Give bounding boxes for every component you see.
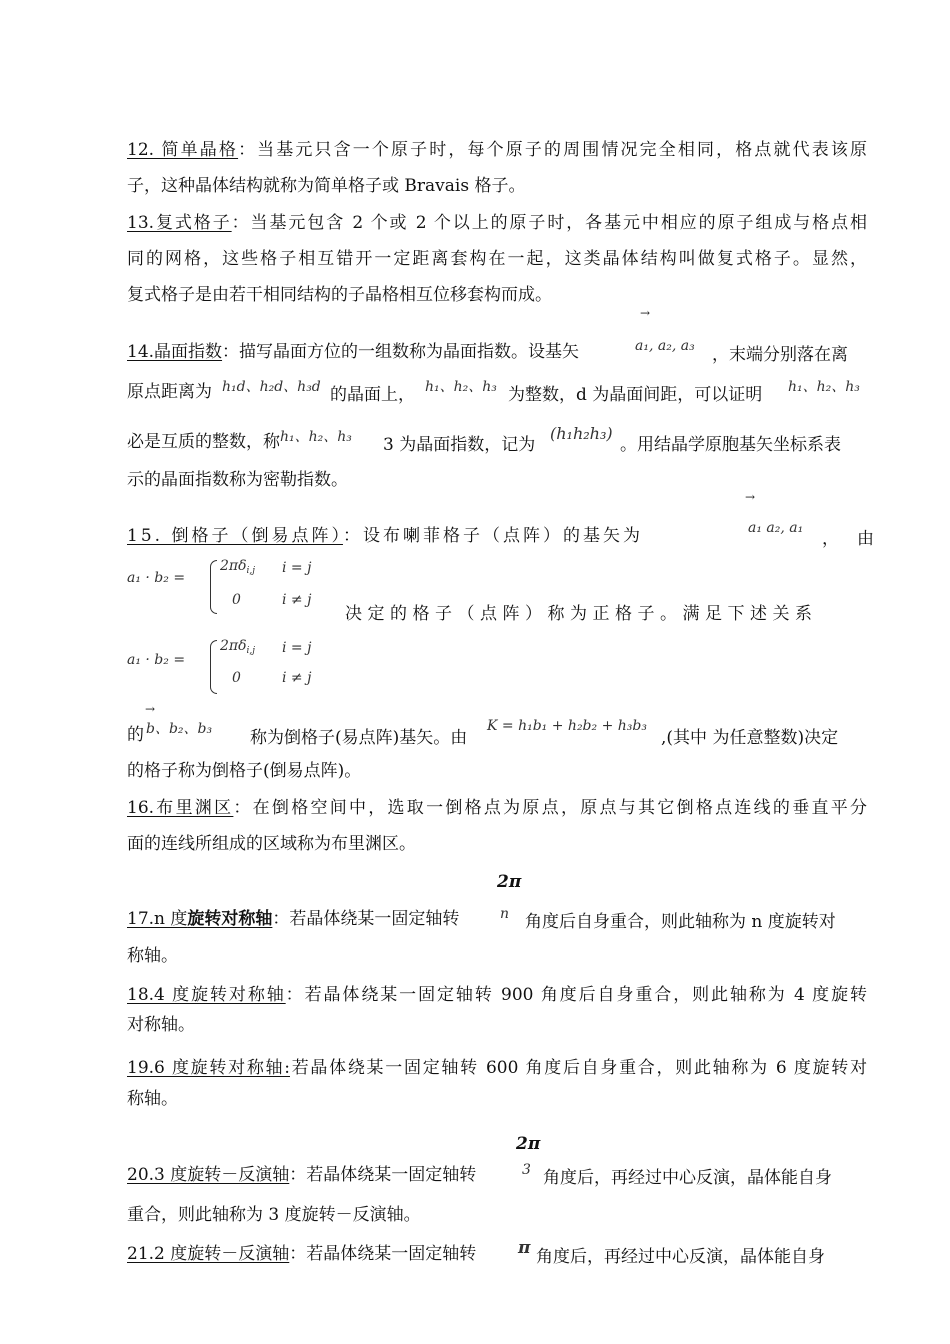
math-k-equation: K = h₁b₁ + h₂b₂ + h₃b₃	[487, 718, 647, 734]
term-crystal-plane-index: 14.晶面指数	[127, 342, 223, 362]
item-21-line1b: 角度后，再经过中心反演，晶体能自身	[536, 1247, 825, 1267]
math-h-list: h₁、h₂、h₃	[425, 379, 497, 395]
item-18-line2: 对称轴。	[127, 1015, 195, 1035]
math-case2-condition: i ≠ j	[282, 592, 312, 608]
math-b-list: b、b₂、b₃	[146, 721, 213, 737]
item-21-line1: 21.2 度旋转－反演轴：若晶体绕某一固定轴转	[127, 1244, 477, 1264]
item-14-line4: 示的晶面指数称为密勒指数。	[127, 470, 348, 490]
vector-arrow-icon-3: →	[145, 702, 156, 716]
item-19-line2: 称轴。	[127, 1089, 178, 1109]
item-14-line2b: 的晶面上，	[330, 385, 415, 405]
term-2-fold-rotoinversion: 21.2 度旋转－反演轴	[127, 1244, 290, 1264]
math-dot-product-1: a₁ · b₂ =	[127, 570, 186, 586]
item-20-line2: 重合，则此轴称为 3 度旋转－反演轴。	[127, 1205, 421, 1225]
item-15-line1: 15. 倒格子（倒易点阵）：设布喇菲格子（点阵）的基矢为	[127, 526, 643, 546]
item-16-line2: 面的连线所组成的区域称为布里渊区。	[127, 834, 416, 854]
item-20-line1b: 角度后，再经过中心反演，晶体能自身	[543, 1168, 832, 1188]
item-13-line1: 13.复式格子：当基元包含 2 个或 2 个以上的原子时，各基元中相应的原子组成与格点相	[127, 213, 867, 233]
item-16-line1: 16.布里渊区：在倒格空间中，选取一倒格点为原点，原点与其它倒格点连线的垂直平分	[127, 798, 867, 818]
item-12-line2: 子，这种晶体结构就称为简单格子或 Bravais 格子。	[127, 176, 526, 196]
item-14-line3b: 3 为晶面指数，记为	[383, 435, 536, 455]
math-case2-value-2: 0	[232, 670, 241, 686]
math-two-pi-2: 2π	[516, 1134, 541, 1154]
item-14-line2: 原点距离为	[127, 382, 212, 402]
math-case1-value-2: $2\pi\delta_{i,j}$	[220, 638, 256, 656]
item-15-line1b: ，由	[822, 529, 892, 549]
math-case1-condition-2: i = j	[282, 640, 312, 656]
term-6-fold-axis: 19.6 度旋转对称轴:	[127, 1058, 290, 1078]
math-n: n	[500, 906, 510, 922]
math-case1-condition: i = j	[282, 560, 312, 576]
term-n-fold-axis: 17.n 度旋转对称轴	[127, 909, 273, 929]
math-two-pi: 2π	[497, 872, 522, 892]
term-simple-lattice: 12. 简单晶格	[127, 140, 239, 160]
item-18-line1: 18.4 度旋转对称轴：若晶体绕某一固定轴转 900 角度后自身重合，则此轴称为 4 度旋转	[127, 985, 867, 1005]
term-brillouin-zone: 16.布里渊区	[127, 798, 234, 818]
item-14-line3c: 。用结晶学原胞基矢坐标系表	[620, 435, 841, 455]
item-13-line3: 复式格子是由若干相同结构的子晶格相互位移套构而成。	[127, 285, 552, 305]
item-15-line3b: 称为倒格子(易点阵)基矢。由	[250, 728, 468, 748]
item-12-line1: 12. 简单晶格：当基元只含一个原子时，每个原子的周围情况完全相同，格点就代表该原	[127, 140, 867, 160]
math-brace-1	[210, 560, 217, 614]
item-19-line1: 19.6 度旋转对称轴:若晶体绕某一固定轴转 600 角度后自身重合，则此轴称为 6 度旋转对	[127, 1058, 867, 1078]
item-15-line4: 的格子称为倒格子(倒易点阵)。	[127, 761, 362, 781]
vector-arrow-icon: →	[640, 306, 651, 320]
item-14-line3: 必是互质的整数，称	[127, 432, 280, 452]
math-case2-value: 0	[232, 592, 241, 608]
term-3-fold-rotoinversion: 20.3 度旋转－反演轴	[127, 1165, 290, 1185]
item-15-line2: 决定的格子（点阵）称为正格子。满足下述关系	[345, 604, 818, 624]
vector-arrow-icon-2: →	[745, 490, 756, 504]
item-14-line1: 14.晶面指数：描写晶面方位的一组数称为晶面指数。设基矢	[127, 342, 580, 362]
item-15-line3: 的	[127, 725, 144, 745]
math-case1-value: $2\pi\delta_{i,j}$	[220, 558, 256, 576]
math-basis-a: a₁, a₂, a₃	[635, 338, 695, 354]
math-pi: π	[518, 1238, 531, 1258]
term-complex-lattice: 13.复式格子	[127, 213, 232, 233]
item-17-line1b: 角度后自身重合，则此轴称为 n 度旋转对	[525, 912, 836, 932]
item-17-line1: 17.n 度旋转对称轴：若晶体绕某一固定轴转	[127, 909, 460, 929]
term-reciprocal-lattice: 15. 倒格子（倒易点阵）	[127, 526, 343, 546]
math-h-list-3: h₁、h₂、h₃	[280, 429, 352, 445]
math-h-d: h₁d、h₂d、h₃d	[222, 379, 321, 395]
math-case2-condition-2: i ≠ j	[282, 670, 312, 686]
math-brace-2	[210, 640, 217, 694]
item-20-line1: 20.3 度旋转－反演轴：若晶体绕某一固定轴转	[127, 1165, 477, 1185]
term-4-fold-axis: 18.4 度旋转对称轴	[127, 985, 286, 1005]
item-17-line2: 称轴。	[127, 946, 178, 966]
math-dot-product-2: a₁ · b₂ =	[127, 652, 186, 668]
math-three: 3	[522, 1162, 531, 1178]
math-h-list-2: h₁、h₂、h₃	[788, 379, 860, 395]
item-15-line3c: ,(其中 为任意整数)决定	[661, 728, 839, 748]
item-13-line2: 同的网格，这些格子相互错开一定距离套构在一起，这类晶体结构叫做复式格子。显然，	[127, 249, 867, 269]
item-14-line1b: ，末端分别落在离	[712, 345, 848, 365]
math-basis-a2: a₁ a₂, a₁	[748, 520, 804, 536]
math-miller-index: (h₁h₂h₃)	[550, 424, 613, 443]
item-14-line2c: 为整数，d 为晶面间距，可以证明	[508, 385, 763, 405]
